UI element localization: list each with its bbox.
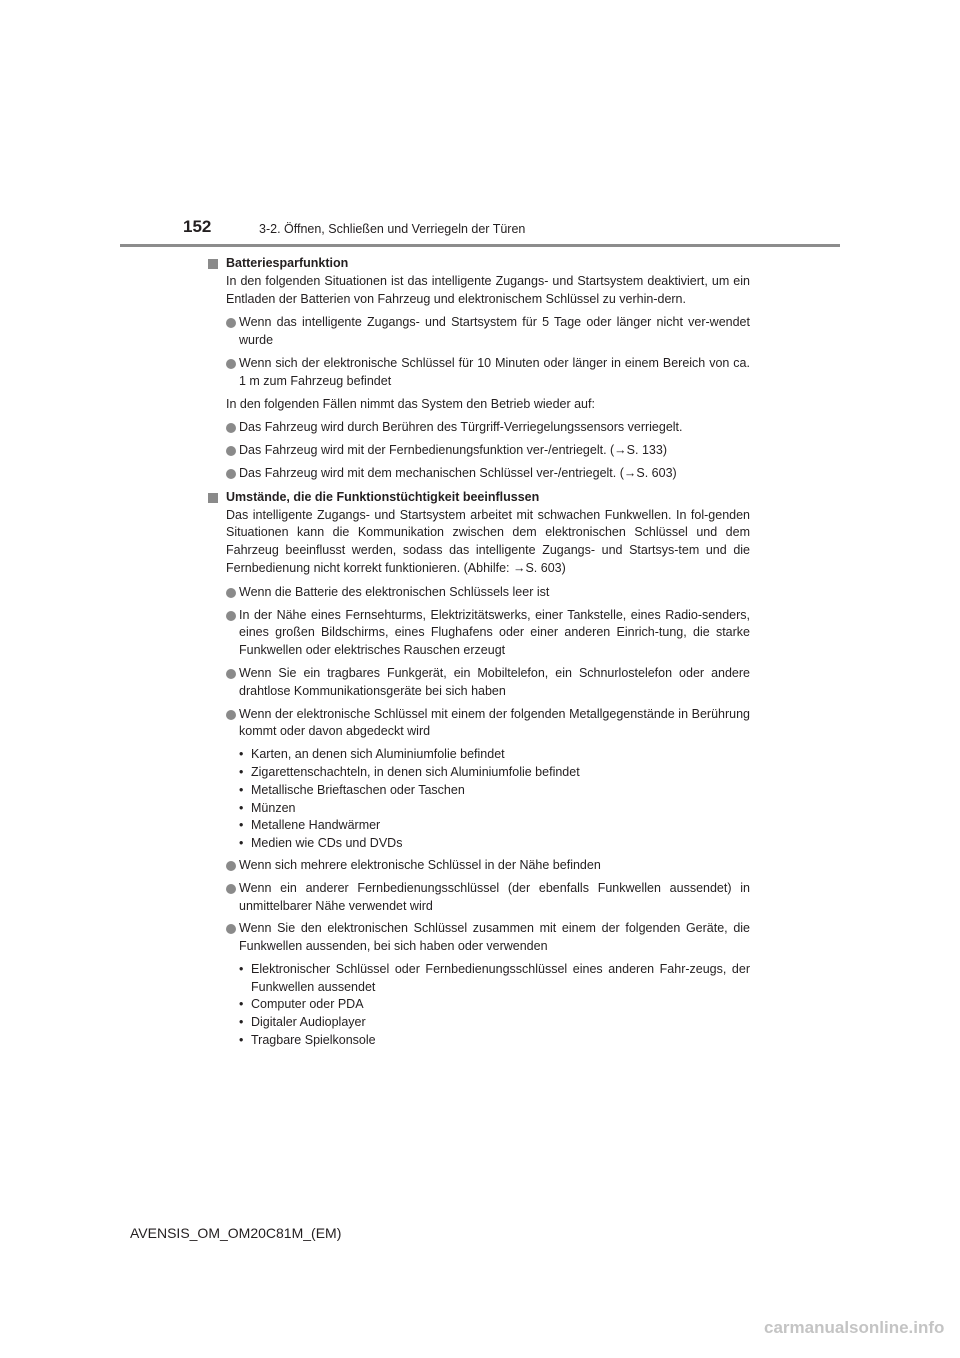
resume-info-text: In den folgenden Fällen nimmt das System den Betrieb wieder auf: (226, 396, 595, 411)
bullet-dot-icon: • (239, 818, 244, 833)
bullet-circle-icon (226, 611, 236, 621)
section-square-icon (208, 493, 218, 503)
bullet-circle-icon (226, 446, 236, 456)
bullet-circle-icon (226, 359, 236, 369)
chapter-section-title: 3-2. Öffnen, Schließen und Verriegeln der Türen (259, 222, 526, 236)
section-square-icon (208, 259, 218, 269)
bullet-circle-icon (226, 469, 236, 479)
page-content (208, 255, 750, 1056)
watermark: carmanualsonline.info (764, 1318, 945, 1337)
sub-list-item: • Zigarettenschachteln, in denen sich Aluminiumfolie befindet (226, 764, 750, 782)
bullet-dot-icon: • (239, 800, 244, 815)
sub-list-item: • Elektronischer Schlüssel oder Fernbedienungsschlüssel eines anderen Fahr-zeugs, der Funkwellen aussendet (239, 961, 750, 994)
sub-list-item: • Digitaler Audioplayer (226, 1014, 750, 1032)
bullet-circle-icon (226, 710, 236, 720)
sub-list-item: • Metallene Handwärmer (226, 817, 750, 835)
document-code: AVENSIS_OM_OM20C81M_(EM) (130, 1225, 342, 1241)
bullet-dot-icon: • (239, 1033, 244, 1048)
bullet-dot-icon: • (239, 836, 244, 851)
sub-list-item: • Medien wie CDs und DVDs (226, 835, 750, 853)
section-intro: In den folgenden Situationen ist das intelligente Zugangs- und Startsystem deaktiviert, um ein Entladen der Batterien von Fahrzeug und elektronischem Schlüssel zu verhin-dern. (226, 273, 750, 306)
list-item: Wenn die Batterie des elektronischen Schlüssels leer ist (226, 584, 750, 602)
list-item: Das Fahrzeug wird mit der Fernbedienungsfunktion ver-/entriegelt. (→S. 133) (226, 442, 750, 460)
page-number: 152 (183, 217, 212, 236)
bullet-dot-icon: • (239, 997, 244, 1012)
list-item: Das Fahrzeug wird durch Berühren des Türgriff-Verriegelungssensors verriegelt. (226, 419, 750, 437)
list-item: Wenn Sie ein tragbares Funkgerät, ein Mobiltelefon, ein Schnurlostelefon oder andere drahtlose Kommunikationsgeräte bei sich haben (226, 665, 750, 701)
section-title: Umstände, die die Funktionstüchtigkeit beeinflussen (226, 489, 540, 504)
bullet-dot-icon: • (239, 747, 244, 762)
section-intro: Das intelligente Zugangs- und Startsystem arbeitet mit schwachen Funkwellen. In fol-genden Situationen kann die Kommunikation zwischen dem elektronischen Schlüssel und dem Fahrzeug beeinflusst werden, sodass das intelligente Zugangs- und Startsys-tem und die Fernbedienung nicht korrekt funktionieren. (Abhilfe: →S. 603) (226, 507, 750, 575)
list-item: Wenn das intelligente Zugangs- und Startsystem für 5 Tage oder länger nicht ver-wendet wurde (226, 314, 750, 350)
sub-list-item: • Münzen (226, 800, 750, 818)
bullet-dot-icon: • (239, 961, 244, 976)
bullet-dot-icon: • (239, 782, 244, 797)
header-divider (120, 244, 840, 247)
list-item: In der Nähe eines Fernsehturms, Elektrizitätswerks, einer Tankstelle, eines Radio-senders, eines großen Bildschirms, eines Flughafens oder einer anderen Einrich-tung, die starke Funkwellen oder elektrisches Rauschen erzeugt (226, 607, 750, 660)
bullet-circle-icon (226, 669, 236, 679)
radio-devices-list (226, 961, 750, 1050)
sub-list-item: • Karten, an denen sich Aluminiumfolie befindet (226, 746, 750, 764)
list-item: Wenn sich mehrere elektronische Schlüssel in der Nähe befinden (226, 857, 750, 875)
list-item: Wenn ein anderer Fernbedienungsschlüssel (der ebenfalls Funkwellen aussendet) in unmittelbarer Nähe verwendet wird (226, 880, 750, 916)
sub-list-item: • Computer oder PDA (226, 996, 750, 1014)
metal-objects-list (226, 746, 750, 853)
bullet-circle-icon (226, 884, 236, 894)
sub-list-item: • Metallische Brieftaschen oder Taschen (226, 782, 750, 800)
section-title: Batteriesparfunktion (226, 256, 349, 270)
bullet-dot-icon: • (239, 764, 244, 779)
sub-list-item: • Tragbare Spielkonsole (226, 1032, 750, 1050)
bullet-circle-icon (226, 423, 236, 433)
section-interference-factors (208, 489, 750, 1050)
section-battery-saving (208, 255, 750, 483)
list-item: Wenn der elektronische Schlüssel mit einem der folgenden Metallgegenstände in Berührung kommt oder davon abgedeckt wird (226, 706, 750, 742)
list-item: Wenn sich der elektronische Schlüssel für 10 Minuten oder länger in einem Bereich von ca. 1 m zum Fahrzeug befindet (226, 355, 750, 391)
bullet-circle-icon (226, 861, 236, 871)
list-item: Das Fahrzeug wird mit dem mechanischen Schlüssel ver-/entriegelt. (→S. 603) (226, 465, 750, 483)
bullet-circle-icon (226, 318, 236, 328)
bullet-circle-icon (226, 588, 236, 598)
bullet-circle-icon (226, 924, 236, 934)
bullet-dot-icon: • (239, 1015, 244, 1030)
list-item: Wenn Sie den elektronischen Schlüssel zusammen mit einem der folgenden Geräte, die Funkwellen aussenden, bei sich haben oder verwenden (226, 920, 750, 956)
